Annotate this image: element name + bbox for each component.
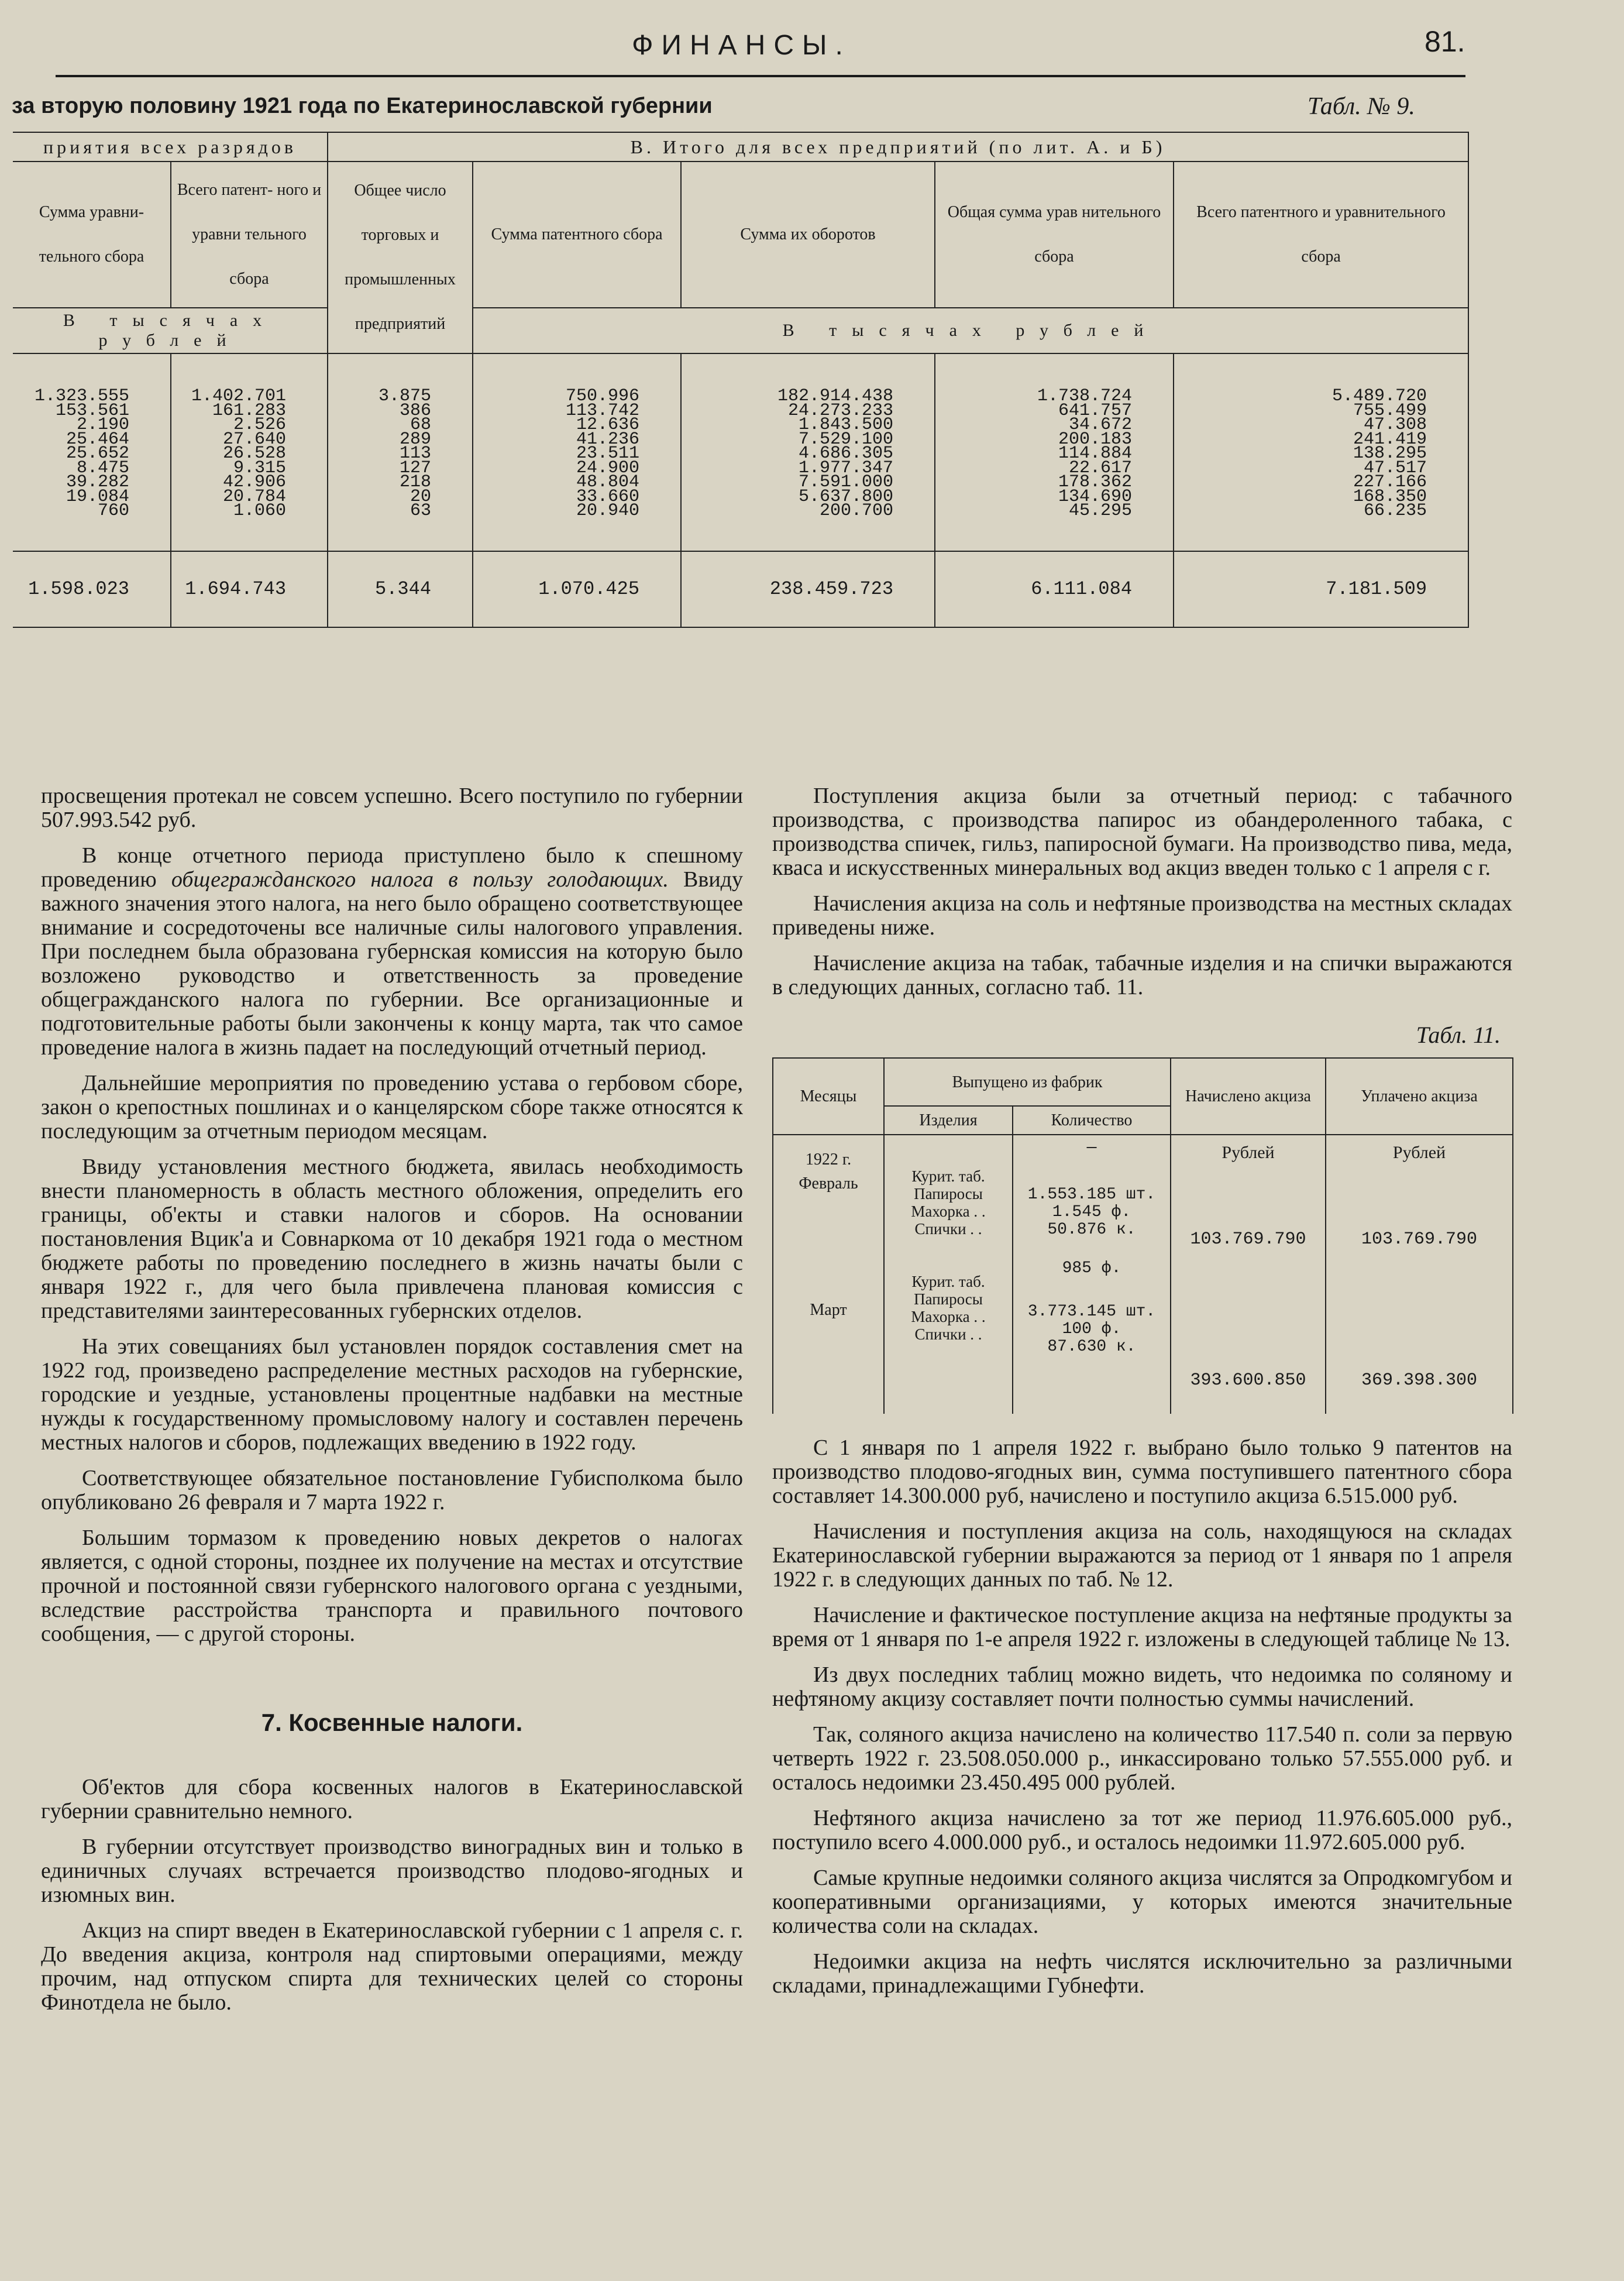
- paragraph: Недоимки акциза на нефть числятся исключительно за различными складами, принадлежащими Губнефти.: [772, 1949, 1512, 1998]
- table9-units-right: В тысячах рублей: [473, 308, 1468, 353]
- month-february: 1922 г. Февраль: [799, 1150, 858, 1193]
- table9-value: 227.166: [1353, 472, 1427, 492]
- table9-header: Всего патент- ного и уравни тельного сбора: [171, 162, 328, 308]
- paragraph: С 1 января по 1 апреля 1922 г. выбрано было только 9 патентов на производство плодово-ягодных вин, сумма поступившего патентного сбора составляет 14.300.000 руб, начислено и поступило акциза 6.515.000 руб.: [772, 1435, 1512, 1508]
- table9-value: 63: [410, 501, 432, 521]
- table9-value: 25.652: [66, 444, 129, 463]
- table9-value: 20.784: [222, 486, 287, 507]
- feb-qty: 1.553.185 шт. 1.545 ф. 50.876 к.: [1027, 1186, 1156, 1239]
- table9-data-cell: [328, 353, 473, 551]
- running-title: ФИНАНСЫ.: [632, 30, 851, 61]
- table9-value: 1.738.724: [1037, 386, 1133, 406]
- table9-value: 45.295: [1068, 501, 1133, 521]
- table9-total-cell: 1.598.023: [13, 551, 171, 627]
- table9-value: 23.511: [576, 444, 640, 463]
- table9-value: 114.884: [1058, 444, 1133, 463]
- table11-charged-cell: [1171, 1135, 1326, 1414]
- table9-value: 2.526: [233, 415, 287, 435]
- table9-value: 1.843.500: [798, 415, 894, 435]
- table9-value: 1.402.701: [191, 386, 287, 406]
- table9-data-cell: [681, 353, 935, 551]
- table11-header-paid: Уплачено акциза: [1326, 1058, 1513, 1135]
- paragraph: Начисления и поступления акциза на соль, находящуюся на складах Екатеринославской губернии выражаются за период от 1 января по 1 апреля 1922 г. в следующих данных по таб. № 12.: [772, 1519, 1512, 1592]
- table9-value: 5.637.800: [798, 486, 894, 507]
- table9-data-row: [13, 353, 1468, 551]
- table9-value: 8.475: [76, 458, 129, 478]
- paragraph: Поступления акциза были за отчетный период: с табачного производства, с производства папирос из обандероленного табака, с производства спичек, гильз, папиросной бумаги. На производство пива, меда, кваса и искусственных минеральных вод акциз введен только с 1 апреля с г.: [772, 784, 1512, 880]
- paragraph: Из двух последних таблиц можно видеть, что недоимка по соляному и нефтяному акцизу составляет почти полностью суммы начислений.: [772, 1662, 1512, 1711]
- italic-term: общегражданского налога в пользу голодающих.: [171, 867, 669, 892]
- table9-data-cell: [935, 353, 1174, 551]
- table9-value: 26.528: [222, 444, 287, 463]
- paragraph: Ввиду установления местного бюджета, явилась необходимость внести планомерность в область местного обложения, определить его границы, об'екты и ставки налогов и сборов. На основании постановления Вцик'а и Совнаркома от 10 декабря 1921 года о местном бюджете работы по проведению последнего в жизнь начаты были с января 1922 г., для чего была привлечена плановая комиссия с представителями заинтересованных губернских отделов.: [41, 1155, 743, 1323]
- table11-paid-cell: [1326, 1135, 1513, 1414]
- table9-group-right: В. Итого для всех предприятий (по лит. А. и Б): [328, 132, 1468, 162]
- rubles-label: Рублей: [1222, 1143, 1275, 1162]
- paragraph: [41, 844, 743, 1060]
- table11-header-items: Изделия: [884, 1106, 1013, 1135]
- paragraph: Большим тормазом к проведению новых декретов о налогах является, с одной стороны, позднее их получение на местах и отсутствие прочной и постоянной связи губернского налогового органа с уездными, вследствие расстройства транспорта и правильного почтового сообщения, — с другой стороны.: [41, 1526, 743, 1646]
- table9-value: 68: [410, 415, 432, 435]
- table9-total-cell: 6.111.084: [935, 551, 1174, 627]
- feb-dash: —: [1086, 1139, 1097, 1157]
- mar-charged: 393.600.850: [1190, 1370, 1306, 1390]
- table9-value: 161.283: [212, 400, 287, 421]
- mar-items: Курит. таб. Папиросы Махорка . . Спички . .: [911, 1273, 986, 1343]
- table11-header-qty: Количество: [1013, 1106, 1171, 1135]
- table9-value: 153.561: [55, 400, 129, 421]
- feb-items: Курит. таб. Папиросы Махорка . . Спички . .: [911, 1167, 986, 1238]
- table11-header-charged: Начислено акциза: [1171, 1058, 1326, 1135]
- feb-paid: 103.769.790: [1361, 1229, 1478, 1249]
- table9-total-cell: 5.344: [328, 551, 473, 627]
- paragraph: Об'ектов для сбора косвенных налогов в Екатеринославской губернии сравнительно немного.: [41, 1775, 743, 1823]
- table9-value: 25.464: [66, 429, 129, 449]
- mar-top-qty: 985 ф.: [1062, 1259, 1121, 1277]
- paragraph: На этих совещаниях был установлен порядок составления смет на 1922 год, произведено распределение местных расходов на губернские, городские и уездные, установлены процентные надбавки на местные нужды к государственному промысловому налогу и составлен перечень местных налогов и сборов, подлежащих введению в 1922 году.: [41, 1334, 743, 1455]
- table9-header: Всего патентного и уравнительного сбора: [1174, 162, 1468, 308]
- table9-value: 241.419: [1353, 429, 1427, 449]
- table9-value: 24.273.233: [787, 400, 894, 421]
- table9-value: 218: [400, 472, 432, 492]
- table9-data-cell: [473, 353, 681, 551]
- table9-value: 127: [400, 458, 432, 478]
- table9-header: Общее число торговых и промышленных предприятий: [328, 162, 473, 353]
- table9-value: 66.235: [1364, 501, 1427, 521]
- table9-value: 48.804: [576, 472, 640, 492]
- table9-header: Общая сумма урав нительного сбора: [935, 162, 1174, 308]
- table9-value: 39.282: [66, 472, 129, 492]
- table9-value: 47.308: [1364, 415, 1427, 435]
- table9-value: 200.700: [819, 501, 894, 521]
- table9-value: 24.900: [576, 458, 640, 478]
- feb-charged: 103.769.790: [1190, 1229, 1306, 1249]
- paragraph: Самые крупные недоимки соляного акциза числятся за Опродкомгубом и кооперативными организациями, у которых имеются значительные количества соли на складах.: [772, 1866, 1512, 1938]
- table9-value: 168.350: [1353, 486, 1427, 507]
- table9-value: 182.914.438: [777, 386, 894, 406]
- table9-value: 41.236: [576, 429, 640, 449]
- table9-data-cell: [171, 353, 328, 551]
- table9-value: 113.742: [565, 400, 640, 421]
- table9-value: 34.672: [1068, 415, 1133, 435]
- paragraph-text: Ввиду важного значения этого налога, на него было обращено соответствующее внимание и сосредоточены все наличные силы налогового управления. При последнем была образована губернская комиссия на которую было возложено руководство и ответственность за проведение общегражданского налога по губернии. Все организационные и подготовительные работы были закончены к концу марта, так что самое проведение налога в жизнь падает на последующий отчетный период.: [41, 867, 743, 1060]
- table9-value: 5.489.720: [1332, 386, 1427, 406]
- table9-value: 178.362: [1058, 472, 1133, 492]
- table11-items-cell: [884, 1135, 1013, 1414]
- table11-label: Табл. 11.: [1416, 1022, 1501, 1048]
- paragraph-text: В конце отчетного периода приступлено было к спешному проведению: [41, 843, 743, 892]
- paragraph: Начисления акциза на соль и нефтяные производства на местных складах приведены ниже.: [772, 891, 1512, 940]
- rubles-label: Рублей: [1392, 1143, 1446, 1162]
- table9-value: 7.529.100: [798, 429, 894, 449]
- paragraph: В губернии отсутствует производство виноградных вин и только в единичных случаях встречается производство плодово-ягодных и изюмных вин.: [41, 1835, 743, 1907]
- table9-total-cell: 1.694.743: [171, 551, 328, 627]
- table9-totals-row: [13, 551, 1468, 627]
- paragraph: Дальнейшие мероприятия по проведению устава о гербовом сборе, закон о крепостных пошлинах и о канцелярском сборе также относятся к последующим за отчетным периодом месяцам.: [41, 1071, 743, 1143]
- page-number: 81.: [1425, 25, 1465, 58]
- table11-header-released: Выпущено из фабрик: [884, 1058, 1171, 1106]
- table9-value: 750.996: [565, 386, 640, 406]
- table9-value: 19.084: [66, 486, 129, 507]
- table11-month-cell: [773, 1135, 884, 1414]
- table11-qty-cell: [1013, 1135, 1171, 1414]
- left-column: [41, 784, 743, 2026]
- table9-total-cell: 7.181.509: [1174, 551, 1468, 627]
- table9-total-cell: 238.459.723: [681, 551, 935, 627]
- table9-value: 7.591.000: [798, 472, 894, 492]
- table9-value: 4.686.305: [798, 444, 894, 463]
- table9-value: 22.617: [1068, 458, 1133, 478]
- table9-value: 1.323.555: [34, 386, 129, 406]
- table9-value: 134.690: [1058, 486, 1133, 507]
- table9-value: 386: [400, 400, 432, 421]
- table9-value: 641.757: [1058, 400, 1133, 421]
- table11: [772, 1057, 1513, 1414]
- paragraph: Начисление акциза на табак, табачные изделия и на спички выражаются в следующих данных, согласно таб. 11.: [772, 951, 1512, 999]
- table9: [13, 132, 1469, 628]
- table9-data-cell: [1174, 353, 1468, 551]
- table9-value: 138.295: [1353, 444, 1427, 463]
- paragraph: Акциз на спирт введен в Екатеринославской губернии с 1 апреля с. г. До введения акциза, контроля над спиртовыми операциями, между прочим, над отпуском спирта для технических целей со стороны Финотдела не было.: [41, 1918, 743, 2015]
- table9-caption: за вторую половину 1921 года по Екатеринославской губернии: [12, 94, 713, 118]
- paragraph: просвещения протекал не совсем успешно. Всего поступило по губернии 507.993.542 руб.: [41, 784, 743, 832]
- paragraph: Начисление и фактическое поступление акциза на нефтяные продукты за время от 1 января по 1-е апреля 1922 г. изложены в следующей таблице № 13.: [772, 1603, 1512, 1651]
- table9-value: 20: [410, 486, 432, 507]
- table9-value: 20.940: [576, 501, 640, 521]
- table9-value: 113: [400, 444, 432, 463]
- header-rule: [56, 75, 1465, 77]
- table9-value: 47.517: [1364, 458, 1427, 478]
- table9-value: 1.977.347: [798, 458, 894, 478]
- table9-value: 42.906: [222, 472, 287, 492]
- table9-units-left: В тысячах рублей: [13, 308, 328, 353]
- table9-value: 2.190: [76, 415, 129, 435]
- month-march: Март: [810, 1301, 847, 1319]
- table9-total-cell: 1.070.425: [473, 551, 681, 627]
- table9-value: 9.315: [233, 458, 287, 478]
- table9-value: 3.875: [379, 386, 432, 406]
- right-column: [772, 784, 1512, 2009]
- table9-value: 12.636: [576, 415, 640, 435]
- table11-header-month: Месяцы: [773, 1058, 884, 1135]
- table9-header: Сумма их оборотов: [681, 162, 935, 308]
- section-heading: 7. Косвенные налоги.: [261, 1709, 523, 1736]
- table9-value: 33.660: [576, 486, 640, 507]
- table9-value: 1.060: [233, 501, 287, 521]
- table9-data-cell: [13, 353, 171, 551]
- paragraph: Так, соляного акциза начислено на количество 117.540 п. соли за первую четверть 1922 г. 23.508.050.000 р., инкассировано только 57.555.000 руб. и осталось недоимки 23.450.495 000 рублей.: [772, 1722, 1512, 1795]
- table9-value: 755.499: [1353, 400, 1427, 421]
- table9-value: 289: [400, 429, 432, 449]
- mar-paid: 369.398.300: [1361, 1370, 1478, 1390]
- mar-qty: 3.773.145 шт. 100 ф. 87.630 к.: [1027, 1303, 1156, 1356]
- table9-value: 200.183: [1058, 429, 1133, 449]
- table9-header: Сумма патентного сбора: [473, 162, 681, 308]
- table9-value: 760: [97, 501, 129, 521]
- paragraph: Соответствующее обязательное постановление Губисполкома было опубликовано 26 февраля и 7 марта 1922 г.: [41, 1466, 743, 1514]
- table9-label: Табл. № 9.: [1308, 93, 1415, 120]
- table9-group-left: приятия всех разрядов: [13, 132, 328, 162]
- table9-header: Сумма уравни- тельного сбора: [13, 162, 171, 308]
- paragraph: Нефтяного акциза начислено за тот же период 11.976.605.000 руб., поступило всего 4.000.000 руб., и осталось недоимки 11.972.605.000 руб.: [772, 1806, 1512, 1854]
- table9-value: 27.640: [222, 429, 287, 449]
